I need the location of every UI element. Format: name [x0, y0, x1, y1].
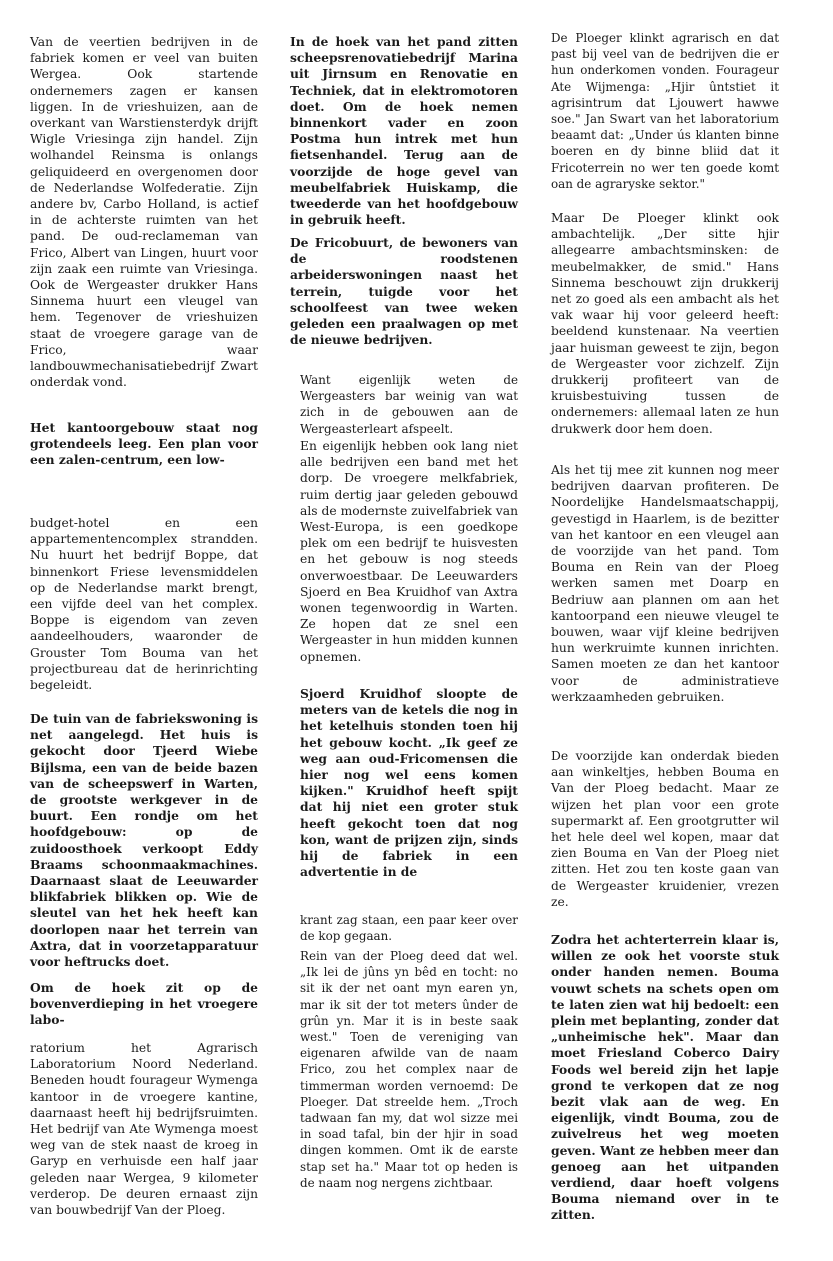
article-paragraph: En eigenlijk hebben ook lang niet alle bedrijven een band met het dorp. De vroegere melkfabriek, ruim dertig jaar geleden gebouwd als de modernste zuivelfabriek van West-Europa, is een goedkope plek om een bedrijf te huisvesten en het gebouw is nog steeds onverwoestbaar. De Leeuwarders Sjoerd en Bea Kruidhof van Axtra wonen tegenwoordig in Warten. Ze hopen dat ze snel een Wergeaster in hun midden kunnen opnemen.	[300, 439, 518, 664]
article-paragraph-bold: De tuin van de fabriekswoning is net aangelegd. Het huis is gekocht door Tjeerd Wiebe Bijlsma, een van de beide bazen van de scheepswerf in Warten, de grootste werkgever in de buurt. Een rondje om het hoofdgebouw: op de zuidoosthoek verkoopt Eddy Braams schoonmaakmachines. Daarnaast slaat de Leeuwarder blikfabriek blikken op. Wie de sleutel van het hek heeft kan doorlopen naar het terrein van Axtra, dat in voorzetapparatuur voor heftrucks doet.	[30, 711, 258, 970]
article-paragraph: Als het tij mee zit kunnen nog meer bedrijven daarvan profiteren. De Noordelijke Handelsmaatschappij, gevestigd in Haarlem, is de bezitter van het kantoor en een vleugel aan de voorzijde van het pand. Tom Bouma en Rein van der Ploeg werken samen met Doarp en Bedriuw aan plannen om aan het kantoorpand een nieuwe vleugel te bouwen, waar vijf kleine bedrijven hun werkruimte kunnen inrichten. Samen moeten ze dan het kantoor voor de administratieve werkzaamheden gebruiken.	[551, 463, 779, 704]
article-paragraph: De voorzijde kan onderdak bieden aan winkeltjes, hebben Bouma en Van der Ploeg bedacht. Maar ze wijzen het plan voor een grote supermarkt af. Een grootgrutter wil het hele deel wel kopen, maar dat zien Bouma en Van der Ploeg niet zitten. Het zou ten koste gaan van de Wergeaster kruidenier, vrezen ze.	[551, 749, 779, 909]
article-paragraph: De Ploeger klinkt agrarisch en dat past bij veel van de bedrijven die er hun onderkomen vonden. Fourageur Ate Wijmenga: „Hjir ûntstiet it agrisintrum dat Ljouwert hawwe soe." Jan Swart van het laboratorium beaamt dat: „Under ús klanten binne boeren en dy binne bliid dat it Fricoterrein no wer ten goede komt oan de agraryske sektor."	[551, 31, 779, 191]
article-paragraph-bold: Om de hoek zit op de bovenverdieping in het vroegere labo-	[30, 980, 258, 1028]
article-paragraph-bold: Zodra het achterterrein klaar is, willen ze ook het voorste stuk onder handen nemen. Bouma vouwt schets na schets open om te laten zien wat hij bedoelt: een plein met beplanting, zonder dat „unheimische hek". Maar dan moet Friesland Coberco Dairy Foods wel bereid zijn het lapje grond te verkopen dat ze nog bezit vlak aan de weg. En eigenlijk, vindt Bouma, zou de zuivelreus het weg moeten geven. Want ze hebben meer dan genoeg aan het uitpanden verdiend, daar hoeft volgens Bouma niemand over in te zitten.	[551, 932, 779, 1223]
article-paragraph: Want eigenlijk weten de Wergeasters bar weinig van wat zich in de gebouwen aan de Wergeasterleart afspeelt.	[300, 373, 518, 436]
article-paragraph: Maar De Ploeger klinkt ook ambachtelijk. „Der sitte hjir allegearre ambachtsminsken: de meubelmakker, de smid." Hans Sinnema beschouwt zijn drukkerij net zo goed als een ambacht als het vak waar hij voor geleerd heeft: beeldend kunstenaar. Na veertien jaar huisman geweest te zijn, begon de Wergeaster voor zichzelf. Zijn drukkerij profiteert van de kruisbestuiving tussen de ondernemers: allemaal laten ze hun drukwerk door hem doen.	[551, 211, 779, 436]
article-paragraph: Van de veertien bedrijven in de fabriek komen er veel van buiten Wergea. Ook startende ondernemers zagen er kansen liggen. In de vrieshuizen, aan de overkant van Warstiensterdyk drijft Wigle Vriesinga zijn handel. Zijn wolhandel Reinsma is onlangs geliquideerd en overgenomen door de Nederlandse Wolfederatie. Zijn andere bv, Carbo Holland, is actief in de achterste ruimten van het pand. De oud-reclameman van Frico, Albert van Lingen, huurt voor zijn zaak een ruimte van Vriesinga. Ook de Wergeaster drukker Hans Sinnema huurt een vleugel van hem. Tegenover de vrieshuizen staat de vroegere garage van de Frico, waar landbouwmechanisatiebedrijf Zwart onderdak vond.	[30, 35, 258, 390]
article-paragraph-bold: De Fricobuurt, de bewoners van de roodstenen arbeiderswoningen naast het terrein, tuigde voor het schoolfeest van twee weken geleden een praalwagen op met de nieuwe bedrijven.	[290, 235, 518, 348]
article-paragraph-bold: Sjoerd Kruidhof sloopte de meters van de ketels die nog in het ketelhuis stonden toen hij het gebouw kocht. „Ik geef ze weg aan oud-Fricomensen die hier nog wel eens komen kijken." Kruidhof heeft spijt dat hij niet een groter stuk heeft gekocht toen dat nog kon, want de prijzen zijn, sinds hij de fabriek in een advertentie in de	[300, 686, 518, 880]
article-paragraph: budget-hotel en een appartementencomplex strandden. Nu huurt het bedrijf Boppe, dat binnenkort Friese levensmiddelen op de Nederlandse markt brengt, een vijfde deel van het complex. Boppe is eigendom van zeven aandeelhouders, waaronder de Grouster Tom Bouma van het projectbureau dat de herinrichting begeleidt.	[30, 516, 258, 693]
article-paragraph-bold: In de hoek van het pand zitten scheepsrenovatiebedrijf Marina uit Jirnsum en Renovatie en Techniek, dat in elektromotoren doet. Om de hoek nemen binnenkort vader en zoon Postma hun intrek met hun fietsenhandel. Terug aan de voorzijde de hoge gevel van meubelfabriek Huiskamp, die tweederde van het hoofdgebouw in gebruik heeft.	[290, 34, 518, 228]
article-paragraph-bold: Het kantoorgebouw staat nog grotendeels leeg. Een plan voor een zalen-centrum, een low-	[30, 420, 258, 468]
article-paragraph: ratorium het Agrarisch Laboratorium Noord Nederland. Beneden houdt fourageur Wymenga kantoor in de vroegere kantine, daarnaast heeft hij bedrijfsruimten. Het bedrijf van Ate Wymenga moest weg van de stek naast de kroeg in Garyp en verhuisde een half jaar geleden naar Wergea, 9 kilometer verderop. De deuren ernaast zijn van bouwbedrijf Van der Ploeg.	[30, 1041, 258, 1218]
article-paragraph: krant zag staan, een paar keer over de kop gegaan.	[300, 913, 518, 944]
article-paragraph: Rein van der Ploeg deed dat wel. „Ik lei de jûns yn bêd en tocht: no sit ik der net oant myn earen yn, mar ik sit der tot meters ûnder de grûn yn. Mar it is in beste saak west." Toen de vereniging van eigenaren afwilde van de naam Frico, zou het complex naar de timmerman worden vernoemd: De Ploeger. Dat streelde hem. „Troch tadwaan fan my, dat wol sizze mei in soad tafal, bin der hjir in soad dingen kommen. Omt ik de earste stap set ha." Maar tot op heden is de naam nog nergens zichtbaar.	[300, 949, 518, 1190]
